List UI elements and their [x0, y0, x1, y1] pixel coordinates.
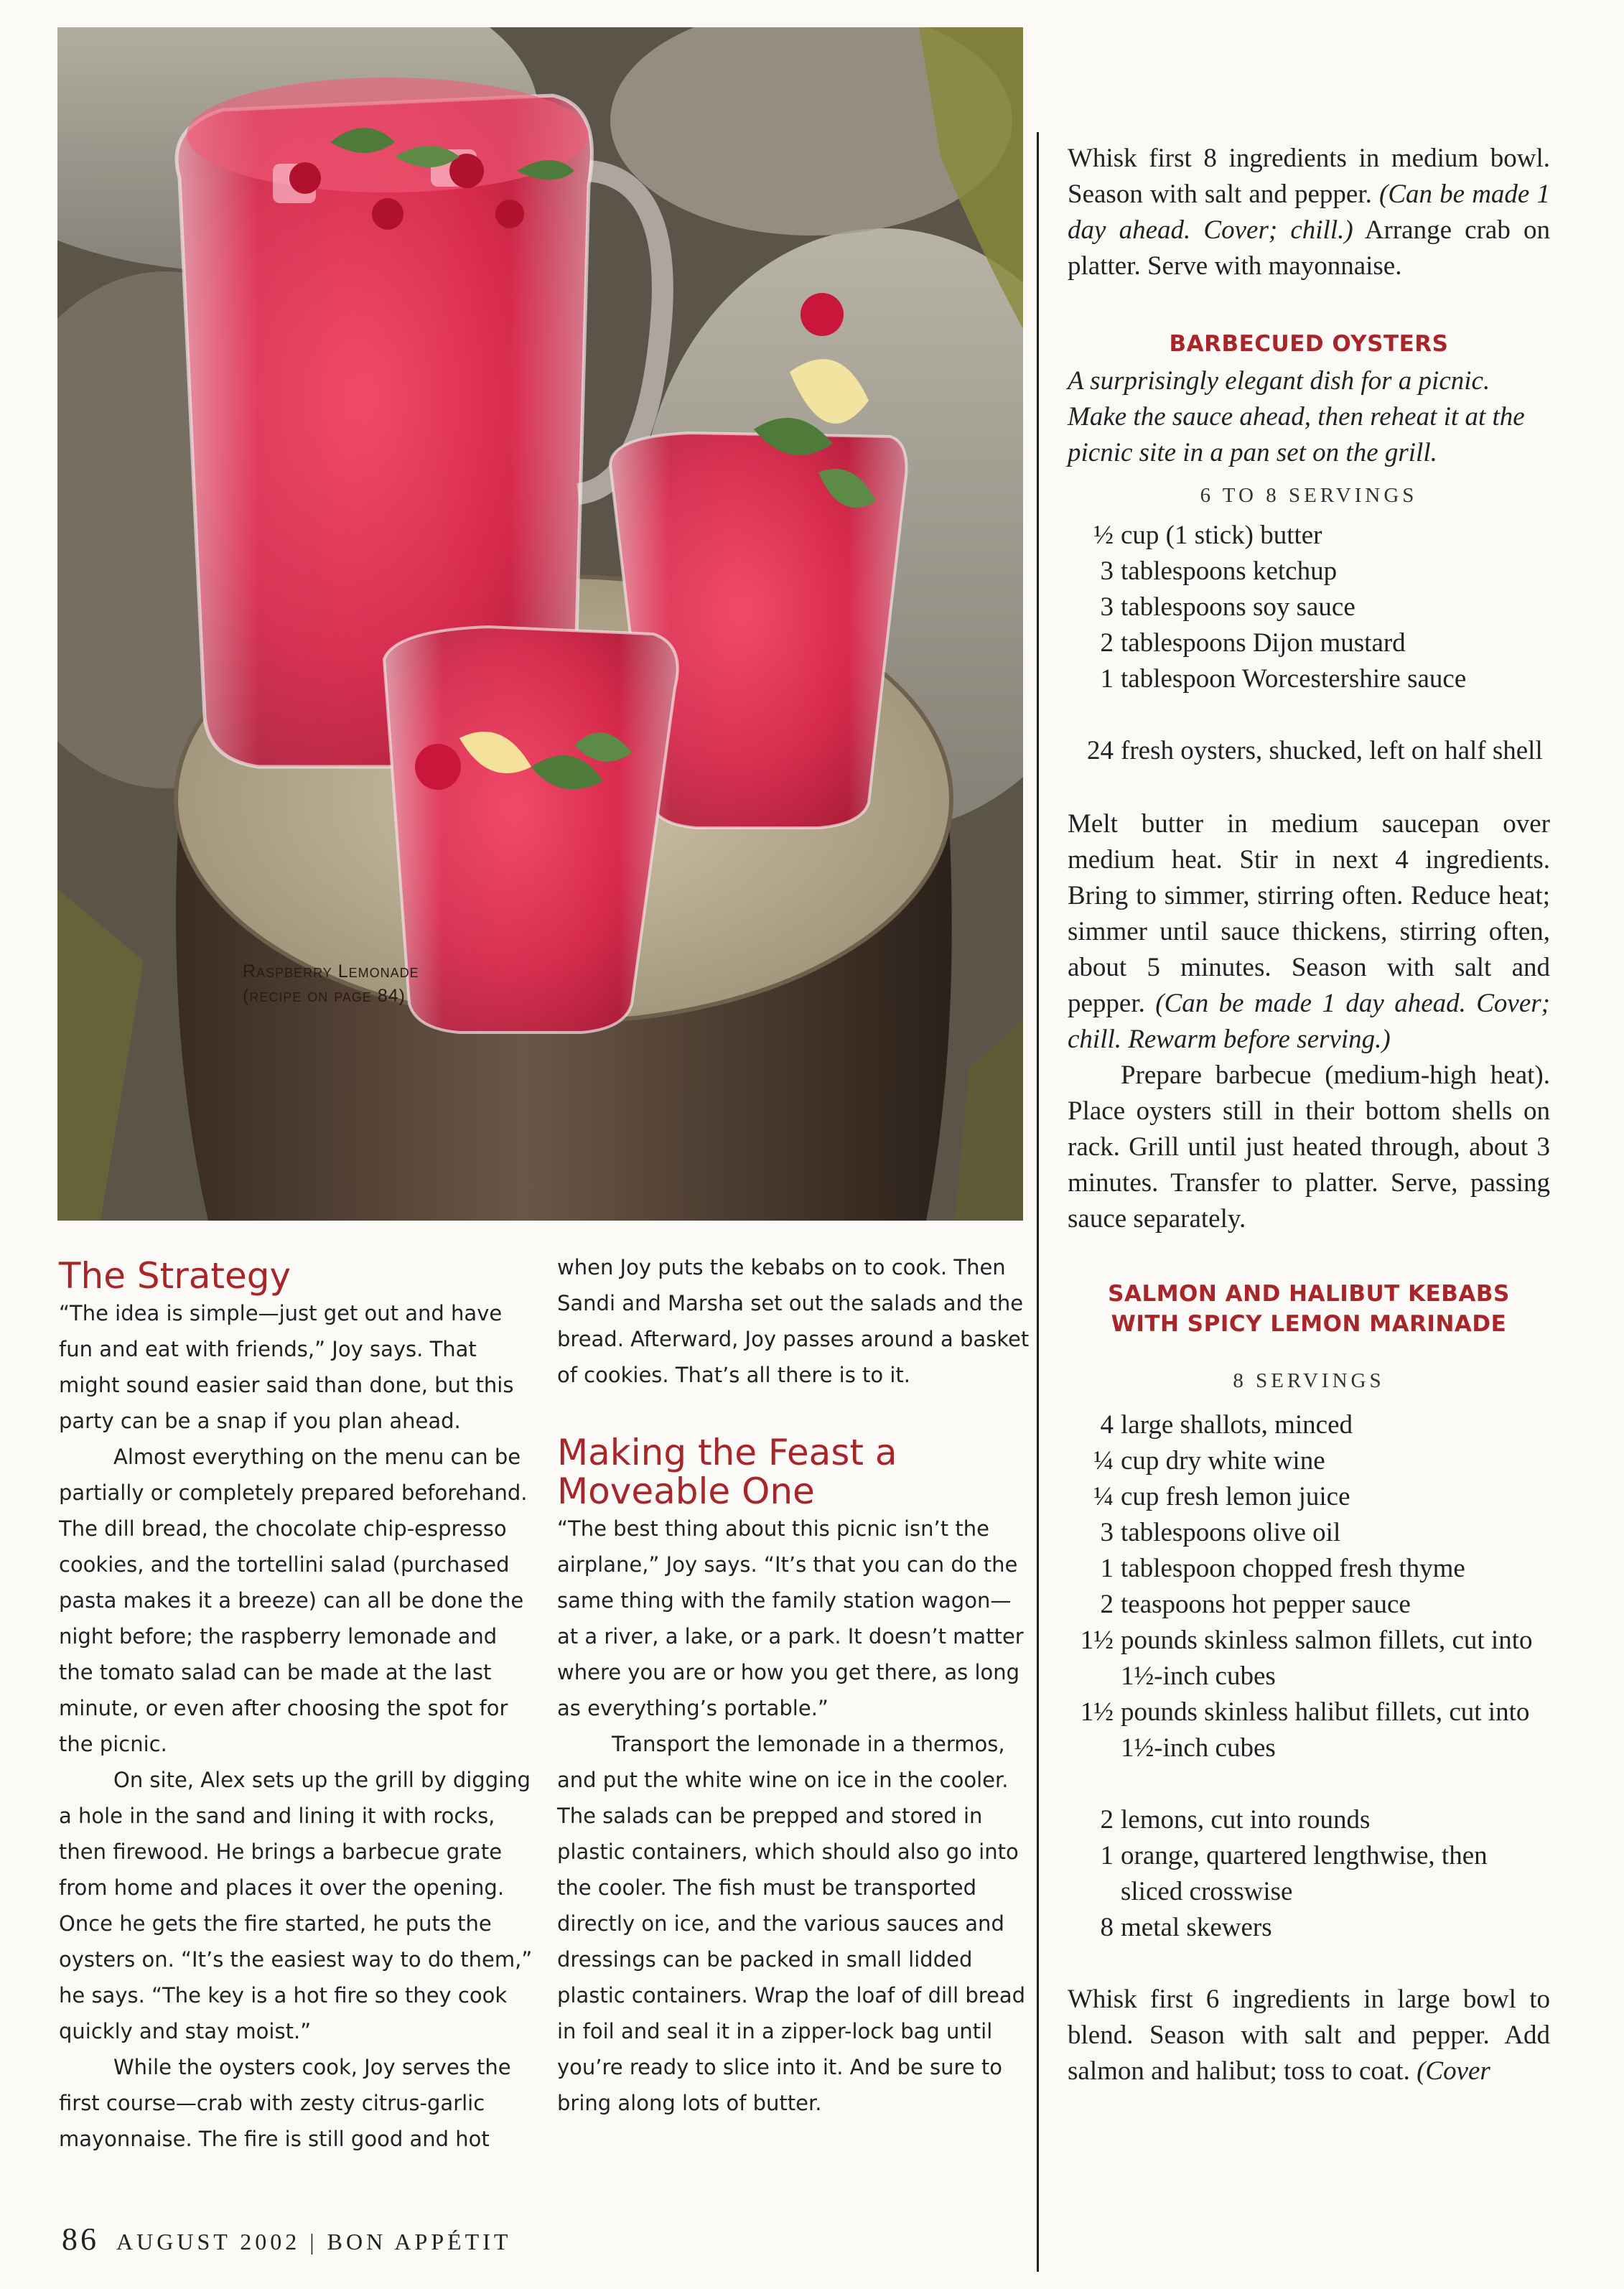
ingredient-quantity: 3	[1100, 556, 1114, 586]
ingredient-item	[1068, 589, 1550, 625]
kebabs-title-line-2: WITH SPICY LEMON MARINADE	[1111, 1311, 1507, 1337]
ingredient-quantity: 3	[1100, 592, 1114, 622]
feast-heading	[557, 1433, 1031, 1511]
ingredient-text: tablespoons Dijon mustard	[1121, 628, 1406, 658]
ingredient-text: lemons, cut into rounds	[1121, 1805, 1371, 1835]
photo-caption	[243, 959, 419, 1008]
ingredient-item	[1068, 1838, 1550, 1910]
ingredient-quantity: 1	[1100, 1554, 1114, 1583]
ingredient-text: tablespoon Worcestershire sauce	[1121, 664, 1467, 694]
ingredient-quantity: 8	[1100, 1913, 1114, 1942]
oysters-method-1	[1068, 806, 1550, 1058]
oysters-ingredients-main	[1068, 733, 1550, 769]
ingredient-text: cup (1 stick) butter	[1121, 521, 1322, 550]
oysters-ingredients-sauce	[1068, 518, 1550, 697]
ingredient-item	[1068, 733, 1550, 769]
ingredient-quantity: 2	[1100, 628, 1114, 658]
ingredient-item	[1068, 625, 1550, 661]
ingredient-quantity: 1	[1100, 1841, 1114, 1870]
ingredient-item	[1068, 1910, 1550, 1946]
ingredient-item	[1068, 1551, 1550, 1587]
strategy-paragraph-1: “The idea is simple—just get out and have fun and eat with friends,” Joy says. That might sound easier said than done, but this party can be a snap if you plan ahead.	[59, 1301, 514, 1433]
oysters-servings: 6 TO 8 SERVINGS	[1200, 484, 1418, 507]
ingredient-text: pounds skinless halibut fillets, cut into 1½-inch cubes	[1121, 1697, 1530, 1763]
article-column-1	[59, 1257, 533, 2157]
ingredient-text: teaspoons hot pepper sauce	[1121, 1590, 1411, 1619]
ingredient-text: orange, quartered lengthwise, then sliced crosswise	[1121, 1841, 1488, 1906]
feast-heading-line-2: Moveable One	[557, 1470, 815, 1512]
kebabs-ingredients-skewers	[1068, 1802, 1550, 1946]
strategy-paragraph-3: On site, Alex sets up the grill by digging a hole in the sand and lining it with rocks, then firewood. He brings a barbecue grate from home and places it over the opening. Once he gets the fire started, he puts the oysters on. “It’s the easiest way to do them,” he says. “The key is a hot fire so they cook quickly and stay moist.”	[59, 1768, 533, 2043]
ingredient-text: tablespoons ketchup	[1121, 556, 1338, 586]
ingredient-quantity: ¼	[1093, 1446, 1114, 1476]
ingredient-quantity: 3	[1100, 1518, 1114, 1547]
kebabs-method	[1068, 1982, 1550, 2089]
ingredient-quantity: 2	[1100, 1590, 1114, 1619]
ingredient-item	[1068, 518, 1550, 554]
ingredient-item	[1068, 1515, 1550, 1551]
ingredient-quantity: ¼	[1093, 1482, 1114, 1511]
ingredient-quantity: 2	[1100, 1805, 1114, 1835]
ingredient-item	[1068, 1443, 1550, 1479]
ingredient-text: tablespoons soy sauce	[1121, 592, 1355, 622]
oysters-method-2: Prepare barbecue (medium-high heat). Place oysters still in their bottom shells on rack. Grill until just heated through, about 3 minutes. Transfer to platter. Serve, passing sauce separately.	[1068, 1060, 1550, 1234]
ingredient-quantity: 1	[1100, 664, 1114, 694]
kebabs-servings: 8 SERVINGS	[1233, 1369, 1385, 1392]
ingredient-text: pounds skinless salmon fillets, cut into 1½-inch cubes	[1121, 1626, 1533, 1691]
ingredient-quantity: 4	[1100, 1410, 1114, 1440]
ingredient-item	[1068, 1479, 1550, 1515]
crab-method	[1068, 141, 1550, 284]
kebabs-recipe-title	[1068, 1279, 1550, 1339]
ingredient-text: metal skewers	[1121, 1913, 1272, 1942]
crab-method-text: Whisk first 8 ingredients in medium bowl. Season with salt and pepper.	[1068, 144, 1550, 209]
feast-paragraph-1: “The best thing about this picnic isn’t the airplane,” Joy says. “It’s that you can do the same thing with the family station wagon—at a river, a lake, or a park. It doesn’t matter where you are or how you get there, as long as everything’s portable.”	[557, 1516, 1024, 1720]
column-divider	[1037, 132, 1039, 2272]
ingredient-text: large shallots, minced	[1121, 1410, 1353, 1440]
feast-heading-line-1: Making the Feast a	[557, 1432, 897, 1473]
magazine-issue: AUGUST 2002 | BON APPÉTIT	[116, 2229, 512, 2255]
feast-paragraph-2: Transport the lemonade in a thermos, and put the white wine on ice in the cooler. The salads can be prepped and stored in plastic containers, which should also go into the cooler. The fish must be transported directly on ice, and the various sauces and dressings can be packed in small lidded plastic containers. Wrap the loaf of dill bread in foil and seal it in a zipper-lock bag until you’re ready to slice into it. And be sure to bring along lots of butter.	[557, 1732, 1026, 2115]
oysters-recipe-title: BARBECUED OYSTERS	[1169, 331, 1449, 357]
ingredient-item	[1068, 1587, 1550, 1623]
ingredient-text: tablespoon chopped fresh thyme	[1121, 1554, 1465, 1583]
ingredient-item	[1068, 1623, 1550, 1694]
ingredient-item	[1068, 661, 1550, 697]
raspberry-lemonade-photo	[57, 27, 1023, 1221]
caption-title: Raspberry Lemonade	[243, 961, 419, 982]
crab-method-note: (Can be made 1 day ahead. Cover; chill.)	[1068, 180, 1550, 245]
crab-method-text-end: Arrange crab on platter. Serve with mayonnaise.	[1068, 215, 1550, 281]
kebabs-title-line-1: SALMON AND HALIBUT KEBABS	[1108, 1281, 1510, 1307]
kebabs-method-text: Whisk first 6 ingredients in large bowl to blend. Season with salt and pepper. Add salmon and halibut; toss to coat.	[1068, 1985, 1550, 2086]
kebabs-ingredients-marinade	[1068, 1407, 1550, 1766]
oysters-method-note: (Can be made 1 day ahead. Cover; chill. Rewarm before serving.)	[1068, 989, 1550, 1054]
recipe-column	[1068, 141, 1550, 2089]
article-column-2	[557, 1249, 1031, 2121]
strategy-paragraph-2: Almost everything on the menu can be partially or completely prepared beforehand. The dill bread, the chocolate chip-espresso cookies, and the tortellini salad (purchased pasta makes it a breeze) can all be done the night before; the raspberry lemonade and the tomato salad can be made at the last minute, or even after choosing the spot for the picnic.	[59, 1445, 528, 1756]
ingredient-quantity: ½	[1093, 521, 1114, 550]
ingredient-text: cup dry white wine	[1121, 1446, 1325, 1476]
ingredient-item	[1068, 554, 1550, 589]
ingredient-quantity: 24	[1087, 736, 1114, 765]
strategy-paragraph-4: While the oysters cook, Joy serves the first course—crab with zesty citrus-garlic mayonnaise. The fire is still good and hot	[59, 2055, 511, 2151]
caption-reference: (recipe on page 84)	[243, 986, 406, 1006]
ingredient-text: fresh oysters, shucked, left on half shell	[1121, 736, 1543, 765]
oysters-method-text: Melt butter in medium saucepan over medium heat. Stir in next 4 ingredients. Bring to simmer, stirring often. Reduce heat; simmer until sauce thickens, stirring often, about 5 minutes. Season with salt and pepper.	[1068, 809, 1550, 1018]
ingredient-item	[1068, 1407, 1550, 1443]
ingredient-item	[1068, 1802, 1550, 1838]
ingredient-text: cup fresh lemon juice	[1121, 1482, 1350, 1511]
kebabs-method-note: (Cover	[1417, 2056, 1490, 2086]
strategy-heading: The Strategy	[59, 1255, 291, 1297]
oysters-recipe-intro: A surprisingly elegant dish for a picnic. Make the sauce ahead, then reheat it at the picnic site in a pan set on the grill.	[1068, 366, 1525, 467]
page-number: 86	[62, 2222, 99, 2257]
ingredient-item	[1068, 1694, 1550, 1766]
ingredient-quantity: 1½	[1080, 1697, 1114, 1727]
ingredient-quantity: 1½	[1080, 1626, 1114, 1655]
photo-illustration	[57, 27, 1023, 1221]
strategy-paragraph-5: when Joy puts the kebabs on to cook. Then Sandi and Marsha set out the salads and the bread. Afterward, Joy passes around a basket of cookies. That’s all there is to it.	[557, 1255, 1030, 1387]
page-footer	[62, 2221, 511, 2257]
ingredient-text: tablespoons olive oil	[1121, 1518, 1341, 1547]
